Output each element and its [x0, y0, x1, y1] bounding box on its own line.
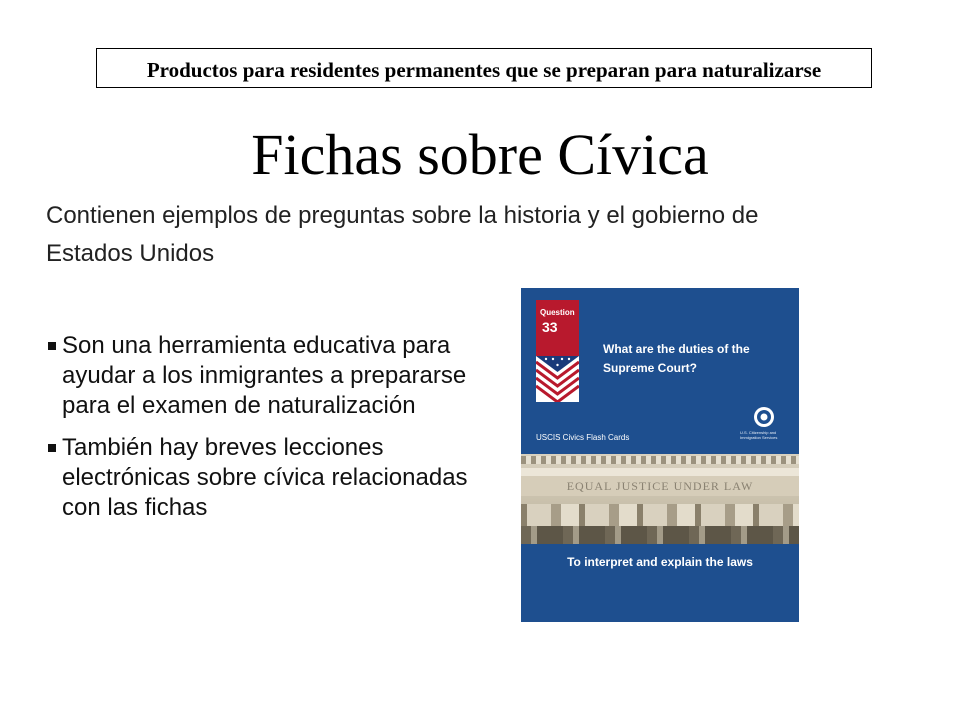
facade-ledge [521, 468, 799, 476]
square-bullet-icon [48, 342, 56, 350]
facade-inscription: EQUAL JUSTICE UNDER LAW [566, 479, 754, 493]
supreme-court-facade-photo [521, 454, 799, 544]
bullet-item [46, 433, 476, 523]
bullet-item [46, 331, 476, 421]
bullet-text: Son una herramienta educativa para ayudar a los inmigrantes a prepararse para el examen de naturalización [62, 332, 467, 419]
bullet-text: También hay breves lecciones electrónicas sobre cívica relacionadas con las fichas [62, 434, 468, 521]
agency-name: U.S. Citizenship and Immigration Services [740, 430, 778, 440]
question-label: Question [540, 308, 575, 317]
dhs-seal-icon [753, 406, 775, 428]
flash-card-answer: To interpret and explain the laws [567, 555, 753, 569]
header-banner-text: Productos para residentes permanentes que se preparan para naturalizarse [146, 58, 822, 82]
column-capitals [521, 504, 799, 526]
flash-card-series-label: USCIS Civics Flash Cards [536, 433, 630, 442]
square-bullet-icon [48, 444, 56, 452]
bullet-list [46, 331, 476, 535]
civics-flash-card-image [521, 288, 799, 622]
column-shadows [521, 526, 799, 544]
flash-card-question: What are the duties of the Supreme Court? [603, 342, 750, 375]
facade-dentil-band [521, 456, 799, 464]
flag-icon [536, 356, 579, 402]
slide-title: Fichas sobre Cívica [251, 122, 709, 187]
question-number: 33 [542, 319, 558, 335]
intro-text: Contienen ejemplos de preguntas sobre la historia y el gobierno de Estados Unidos [46, 202, 759, 267]
